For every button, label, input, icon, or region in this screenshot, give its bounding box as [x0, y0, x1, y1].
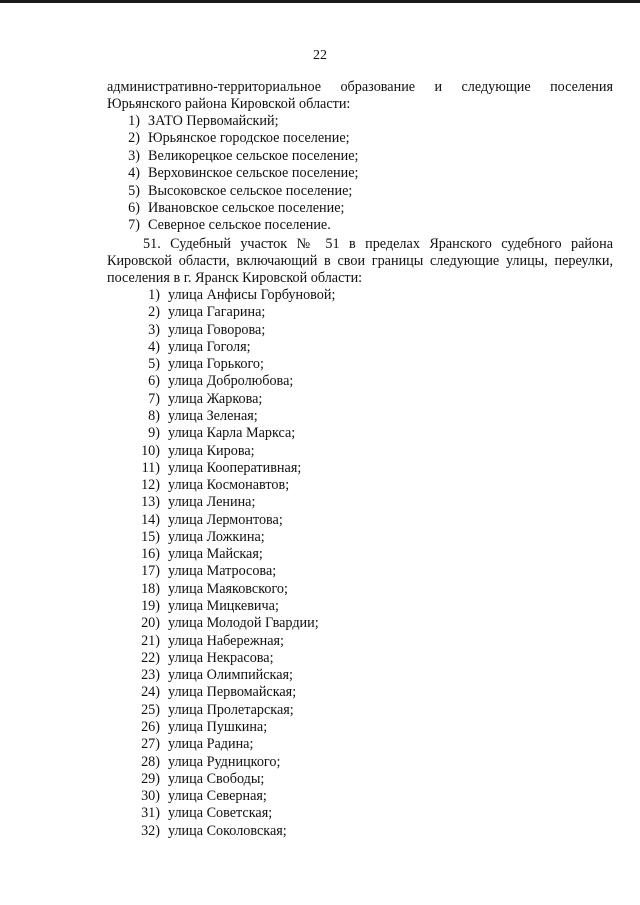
- list-item-text: улица Пролетарская;: [168, 701, 294, 718]
- list-item-number: 10): [141, 442, 160, 459]
- list-item-number: 24): [141, 684, 160, 701]
- list-item-number: 11): [141, 459, 160, 476]
- list-item-text: улица Говорова;: [168, 321, 266, 338]
- list-item-text: улица Анфисы Горбуновой;: [168, 287, 336, 303]
- section-51-paragraph: 51. Судебный участок № 51 в пределах Яранского судебного района Кировской области, включающий в свои границы следующие улицы, переулки, поселения в г. Яранск Кировской области:: [107, 236, 613, 287]
- list-item-text: улица Молодой Гвардии;: [168, 615, 319, 632]
- list-item-number: 21): [141, 632, 160, 649]
- top-border-line: [0, 0, 640, 3]
- list-item-number: 13): [141, 494, 160, 511]
- list-item-text: улица Гоголя;: [168, 338, 251, 355]
- list-item-number: 18): [141, 580, 160, 597]
- list-item-text: улица Космонавтов;: [168, 477, 290, 494]
- list-item-number: 8): [148, 407, 160, 424]
- list-item-number: 1): [148, 287, 160, 303]
- list-item-number: 20): [141, 615, 160, 632]
- list-item-text: улица Соколовская;: [168, 822, 287, 839]
- list-item-number: 3): [128, 147, 140, 164]
- list-item-number: 28): [141, 753, 160, 770]
- list-item-number: 7): [128, 217, 140, 234]
- list-item-number: 16): [141, 546, 160, 563]
- list-item-number: 30): [141, 788, 160, 805]
- list-item-text: Юрьянское городское поселение;: [148, 130, 350, 147]
- list-item-text: улица Кирова;: [168, 442, 255, 459]
- list-item-text: улица Пушкина;: [168, 719, 268, 735]
- list-item-text: ЗАТО Первомайский;: [148, 113, 279, 129]
- list-item-number: 9): [148, 425, 160, 442]
- list-item-number: 17): [141, 563, 160, 580]
- list-item-number: 7): [148, 390, 160, 407]
- list-item-text: улица Горького;: [168, 356, 264, 373]
- list-item-text: улица Гагарина;: [168, 304, 266, 321]
- list-item-text: улица Зеленая;: [168, 407, 258, 424]
- list-item-number: 6): [148, 373, 160, 390]
- list-item-text: улица Олимпийская;: [168, 667, 293, 684]
- list-item-number: 3): [148, 321, 160, 338]
- list-item-text: улица Маяковского;: [168, 580, 288, 597]
- list-item-text: Верховинское сельское поселение;: [148, 165, 359, 182]
- list-item-text: улица Советская;: [168, 805, 273, 822]
- list-item-number: 6): [128, 200, 140, 216]
- list-item-text: Высоковское сельское поселение;: [148, 182, 353, 199]
- list-item-number: 5): [128, 182, 140, 199]
- list-item-number: 31): [141, 805, 160, 822]
- list-item-text: улица Кооперативная;: [168, 459, 302, 476]
- list-item-text: улица Свободы;: [168, 770, 265, 787]
- list-item-number: 2): [148, 304, 160, 321]
- list-item-text: улица Майская;: [168, 546, 263, 563]
- list-item-text: улица Добролюбова;: [168, 373, 294, 390]
- list-item-number: 5): [148, 356, 160, 373]
- list-item-text: Великорецкое сельское поселение;: [148, 147, 359, 164]
- list-item-number: 4): [148, 338, 160, 355]
- intro-paragraph: административно-территориальное образование и следующие поселения Юрьянского района Кировской области:: [107, 79, 613, 113]
- list-item-number: 26): [141, 719, 160, 735]
- page-number: 22: [313, 48, 327, 63]
- list-item-number: 12): [141, 477, 160, 494]
- list-item-text: улица Набережная;: [168, 632, 285, 649]
- list-item-number: 1): [128, 113, 140, 129]
- list-item-number: 32): [141, 822, 160, 839]
- list-item-number: 27): [141, 736, 160, 753]
- list-item-number: 29): [141, 770, 160, 787]
- list-item-number: 4): [128, 165, 140, 182]
- list-item-text: улица Жаркова;: [168, 390, 263, 407]
- list-item-number: 14): [141, 511, 160, 528]
- list-item-text: улица Северная;: [168, 788, 267, 805]
- list-item-text: улица Мицкевича;: [168, 598, 279, 615]
- list-item-text: Ивановское сельское поселение;: [148, 200, 345, 216]
- list-item-text: улица Первомайская;: [168, 684, 297, 701]
- list-item-text: улица Радина;: [168, 736, 254, 753]
- list-item-number: 22): [141, 649, 160, 666]
- list-item-text: улица Ложкина;: [168, 528, 265, 545]
- list-item-number: 2): [128, 130, 140, 147]
- list-item-text: улица Карла Маркса;: [168, 425, 296, 442]
- list-item-text: улица Лермонтова;: [168, 511, 283, 528]
- list-item-number: 19): [141, 598, 160, 615]
- list-item-number: 23): [141, 667, 160, 684]
- list-item-text: улица Рудницкого;: [168, 753, 281, 770]
- list-item-text: Северное сельское поселение.: [148, 217, 331, 234]
- list-item-number: 25): [141, 701, 160, 718]
- list-item-text: улица Некрасова;: [168, 649, 274, 666]
- list-item-text: улица Ленина;: [168, 494, 256, 511]
- list-item-text: улица Матросова;: [168, 563, 277, 580]
- list-item-number: 15): [141, 528, 160, 545]
